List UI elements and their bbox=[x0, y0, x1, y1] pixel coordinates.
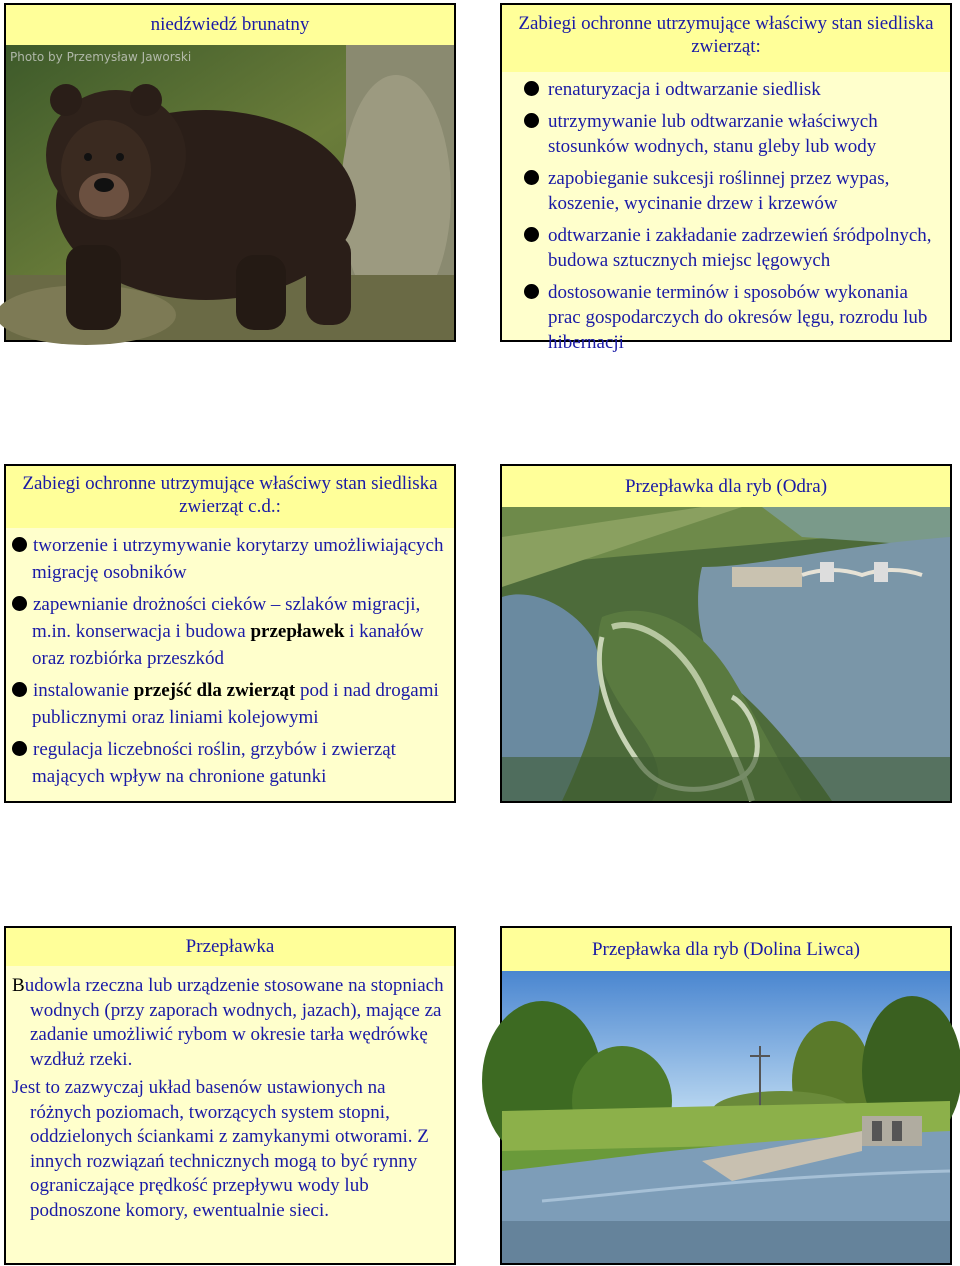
bullet-icon bbox=[12, 596, 27, 611]
list-item: odtwarzanie i zakładanie zadrzewień śródpolnych, budowa sztucznych miejsc lęgowych bbox=[524, 223, 940, 273]
slide-title bbox=[502, 5, 950, 72]
slide-fish-pass-odra bbox=[500, 464, 952, 803]
bullet-list bbox=[6, 528, 454, 790]
definition-paragraph: Budowla rzeczna lub urządzenie stosowane na stopniach wodnych (przy zaporach wodnych, jazach), mające za zadanie umożliwić rybom w okresie tarła wędrówkę wzdłuż rzeki. bbox=[12, 975, 444, 1070]
slide-title: Przepławka dla ryb (Odra) bbox=[502, 466, 950, 507]
slide-title-text: Zabiegi ochronne utrzymujące właściwy stan siedliska zwierząt c.d.: bbox=[22, 473, 438, 517]
bear-photo bbox=[6, 45, 454, 340]
slide-title bbox=[6, 466, 454, 528]
definition-text bbox=[6, 966, 454, 1223]
list-item: zapobieganie sukcesji roślinnej przez wypas, koszenie, wycinanie drzew i krzewów bbox=[524, 166, 940, 216]
bullet-icon bbox=[12, 682, 27, 697]
list-item: instalowanie przejść dla zwierząt pod i nad drogami publicznymi oraz liniami kolejowymi bbox=[12, 677, 448, 731]
list-item: dostosowanie terminów i sposobów wykonania prac gospodarczych do okresów lęgu, rozrodu lub hibernacji bbox=[524, 280, 940, 355]
list-item: utrzymywanie lub odtwarzanie właściwych stosunków wodnych, stanu gleby lub wody bbox=[524, 109, 940, 159]
bullet-icon bbox=[524, 113, 539, 128]
photo-caption: Photo by Przemysław Jaworski bbox=[10, 50, 192, 64]
slide-title-text: Zabiegi ochronne utrzymujące właściwy stan siedliska zwierząt: bbox=[518, 13, 934, 57]
bullet-list bbox=[502, 72, 950, 355]
list-item: regulacja liczebności roślin, grzybów i zwierząt mających wpływ na chronione gatunki bbox=[12, 736, 448, 790]
slide-bear bbox=[4, 3, 456, 342]
bullet-icon bbox=[12, 741, 27, 756]
bullet-icon bbox=[524, 81, 539, 96]
slide-title: niedźwiedź brunatny bbox=[6, 5, 454, 45]
definition-paragraph: Jest to zazwyczaj układ basenów ustawionych na różnych poziomach, tworzących system stopni, oddzielonych ściankami z zamykanymi otworami. Z innych rozwiązań technicznych mogą to być rynny ograniczające prędkość przepływu wody lub podnoszone komory, ewentualnie sieci. bbox=[12, 1077, 429, 1221]
slide-fish-pass-definition bbox=[4, 926, 456, 1265]
slide-habitat-measures bbox=[500, 3, 952, 353]
slide-fish-pass-liwiec bbox=[500, 926, 952, 1265]
bullet-icon bbox=[12, 537, 27, 552]
list-item: tworzenie i utrzymywanie korytarzy umożliwiających migrację osobników bbox=[12, 532, 448, 586]
fish-pass-aerial-photo bbox=[502, 507, 950, 801]
slide-title: Przepławka dla ryb (Dolina Liwca) bbox=[502, 928, 950, 971]
slide-title: Przepławka bbox=[6, 928, 454, 966]
list-item: renaturyzacja i odtwarzanie siedlisk bbox=[524, 77, 940, 102]
bullet-icon bbox=[524, 170, 539, 185]
bullet-icon bbox=[524, 284, 539, 299]
list-item: zapewnianie drożności cieków – szlaków migracji, m.in. konserwacja i budowa przepławek i kanałów oraz rozbiórka przeszkód bbox=[12, 591, 448, 672]
bullet-icon bbox=[524, 227, 539, 242]
bold-term: przepławek bbox=[250, 621, 345, 642]
slide-habitat-measures-cd bbox=[4, 464, 456, 803]
bold-term: przejść dla zwierząt bbox=[133, 680, 296, 701]
initial-letter: B bbox=[12, 975, 25, 996]
river-weir-photo bbox=[502, 971, 950, 1263]
